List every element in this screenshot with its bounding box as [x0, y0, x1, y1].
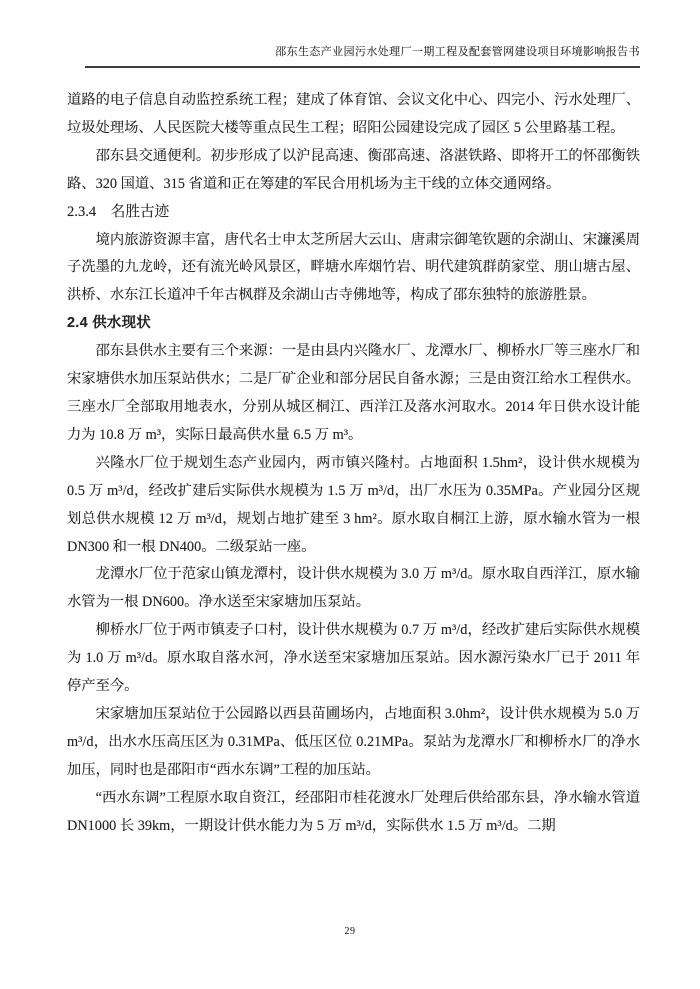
paragraph-liuqiao-plant: 柳桥水厂位于两市镇麦子口村，设计供水规模为 0.7 万 m³/d，经改扩建后实际供水规模为 1.0 万 m³/d。原水取自落水河，净水送至宋家塘加压泵站。因水源污染水厂已于 2011 年停产至今。 [67, 622, 640, 695]
paragraph-songjiatang-station: 宋家塘加压泵站位于公园路以西县苗圃场内，占地面积 3.0hm²，设计供水规模为 5.0 万 m³/d，出水水压高压区为 0.31MPa、低压区位 0.21MPa。泵站为龙潭水厂和柳桥水厂的净水加压，同时也是邵阳市“西水东调”工程的加压站。 [67, 705, 640, 778]
header-title: 邵东生态产业园污水处理厂一期工程及配套管网建设项目环境影响报告书 [275, 46, 640, 58]
paragraph-water-supply-overview: 邵东县供水主要有三个来源：一是由县内兴隆水厂、龙潭水厂、柳桥水厂等三座水厂和宋家塘供水加压泵站供水；二是厂矿企业和部分居民自备水源；三是由资江给水工程供水。三座水厂全部取用地表水，分别从城区桐江、西洋江及落水河取水。2014 年日供水设计能力为 10.8 万 m³，实际日最高供水量 6.5 万 m³。 [67, 343, 640, 443]
paragraph-transport: 邵东县交通便利。初步形成了以沪昆高速、衡邵高速、洛湛铁路、即将开工的怀邵衡铁路、320 国道、315 省道和正在筹建的军民合用机场为主干线的立体交通网络。 [67, 147, 640, 192]
document-body [67, 87, 640, 840]
section-heading-2-3-4: 2.3.4 名胜古迹 [67, 203, 170, 220]
page-number: 29 [344, 926, 356, 937]
paragraph-longtan-plant: 龙潭水厂位于范家山镇龙潭村，设计供水规模为 3.0 万 m³/d。原水取自西洋江，原水输水管为一根 DN600。净水送至宋家塘加压泵站。 [67, 566, 640, 611]
section-heading-2-4: 2.4 供水现状 [67, 315, 151, 332]
paragraph-xinglong-plant: 兴隆水厂位于规划生态产业园内，两市镇兴隆村。占地面积 1.5hm²，设计供水规模为 0.5 万 m³/d，经改扩建后实际供水规模为 1.5 万 m³/d，出厂水压为 0.35MPa。产业园分区规划总供水规模 12 万 m³/d，规划占地扩建至 3 hm²。原水取自桐江上游，原水输水管为一根 DN300 和一根 DN400。二级泵站一座。 [67, 454, 640, 555]
paragraph-scenic-spots: 境内旅游资源丰富，唐代名士申太芝所居大云山、唐肃宗御笔钦题的余湖山、宋濂溪周子冼墨的九龙岭，还有流光岭风景区，畔塘水库烟竹岩、明代建筑群荫家堂、朋山塘古屋、洪桥、水东江长道冲千年古枫群及余湖山古寺佛地等，构成了邵东独特的旅游胜景。 [67, 231, 640, 304]
paragraph-continuation: 道路的电子信息自动监控系统工程；建成了体育馆、会议文化中心、四完小、污水处理厂、垃圾处理场、人民医院大楼等重点民生工程；昭阳公园建设完成了园区 5 公里路基工程。 [67, 92, 640, 136]
paragraph-west-east-water-project: “西水东调”工程原水取自资江，经邵阳市桂花渡水厂处理后供给邵东县，净水输水管道 DN1000 长 39km，一期设计供水能力为 5 万 m³/d，实际供水 1.5 万 m³/d。二期 [67, 789, 640, 834]
page-footer [0, 921, 700, 939]
page-header [67, 0, 640, 76]
header-rule [85, 66, 640, 68]
